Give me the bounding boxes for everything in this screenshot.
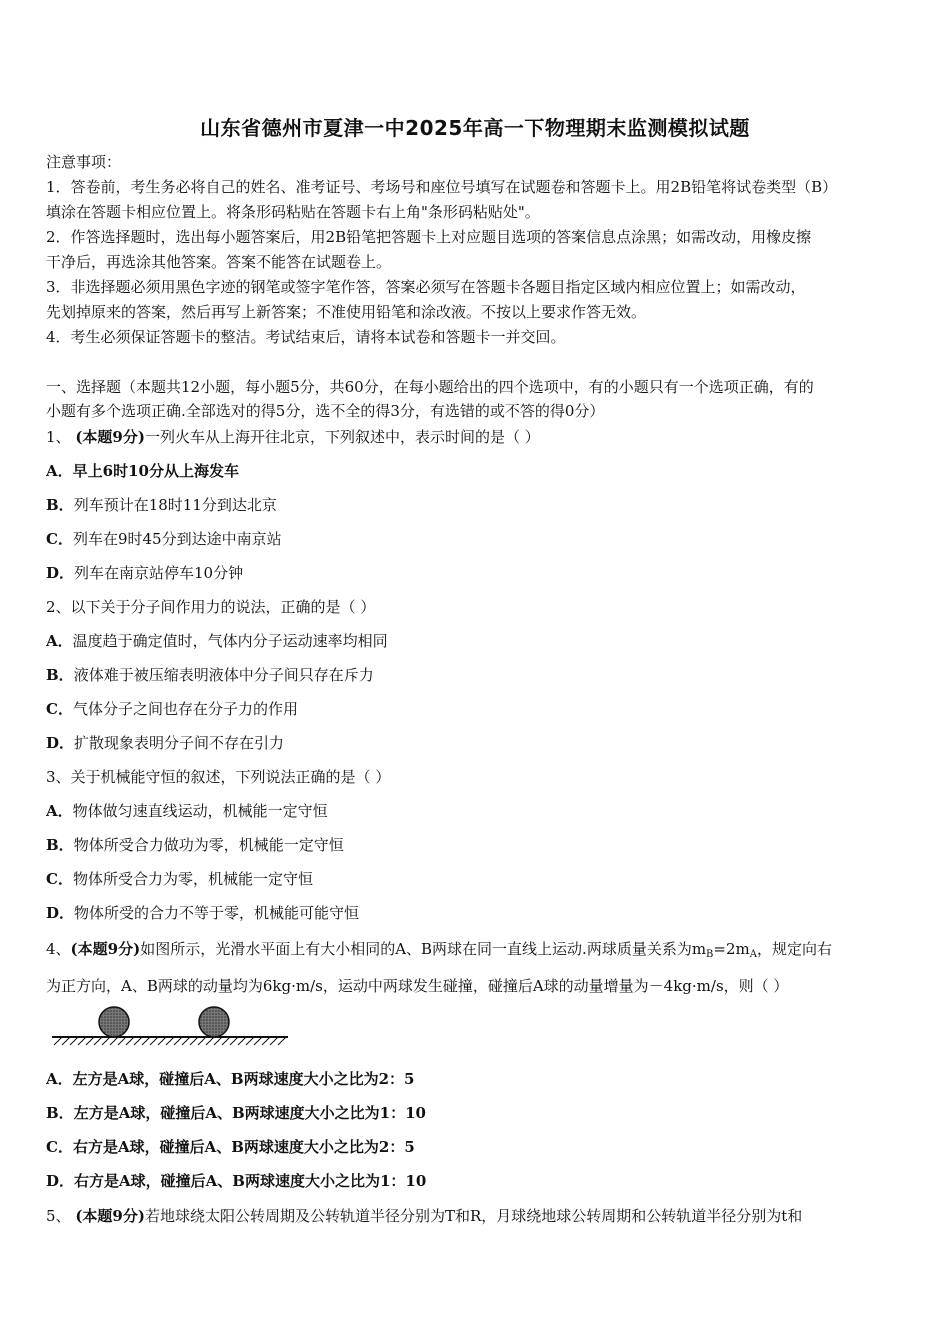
question-tag: (本题9分) <box>75 428 145 446</box>
option-letter: D． <box>46 734 75 752</box>
q3-option-a <box>46 801 908 821</box>
question-number: 5、 <box>46 1207 71 1225</box>
ground-hatch <box>54 1037 286 1045</box>
question-text: 一列火车从上海开往北京，下列叙述中，表示时间的是（ ） <box>144 428 540 446</box>
question-4-stem <box>46 939 908 959</box>
option-text: 物体做匀速直线运动，机械能一定守恒 <box>72 802 328 820</box>
option-letter: A． <box>46 802 73 820</box>
option-text: 物体所受合力为零，机械能一定守恒 <box>72 870 313 888</box>
option-letter: A． <box>46 462 73 480</box>
option-text: 列车预计在18时11分到达北京 <box>73 496 277 514</box>
option-text: 液体难于被压缩表明液体中分子间只存在斥力 <box>73 666 374 684</box>
q1-option-c <box>46 529 908 549</box>
notice-heading: 注意事项： <box>46 153 122 171</box>
option-letter: C． <box>46 870 73 888</box>
option-letter: B． <box>46 496 74 514</box>
option-text: 列车在9时45分到达途中南京站 <box>72 530 282 548</box>
option-letter: C． <box>46 700 73 718</box>
section-header: 一、选择题（本题共12小题，每小题5分，共60分，在每小题给出的四个选项中，有的小题只有一个选项正确，有的 <box>46 378 814 396</box>
option-letter: B． <box>46 666 74 684</box>
notice-line: 2．作答选择题时，选出每小题答案后，用2B铅笔把答题卡上对应题目选项的答案信息点涂黑；如需改动，用橡皮擦 <box>46 228 812 246</box>
question-tag: (本题9分) <box>75 1207 145 1225</box>
q4-option-c <box>46 1137 908 1157</box>
left-ball <box>99 1007 129 1037</box>
q4-option-d <box>46 1171 908 1191</box>
option-letter: C． <box>46 1138 73 1156</box>
section-header: 小题有多个选项正确.全部选对的得5分，选不全的得3分，有选错的或不答的得0分） <box>46 402 605 420</box>
q1-option-b <box>46 495 908 515</box>
option-letter: D． <box>46 564 75 582</box>
option-letter: D． <box>46 904 75 922</box>
question-text: 若地球绕太阳公转周期及公转轨道半径分别为T和R，月球绕地球公转周期和公转轨道半径分别为t和 <box>144 1207 803 1225</box>
notice-line: 4．考生必须保证答题卡的整洁。考试结束后，请将本试卷和答题卡一并交回。 <box>46 328 566 346</box>
question-number: 4、 <box>46 940 71 958</box>
subscript: B <box>706 949 714 959</box>
option-letter: A． <box>46 632 73 650</box>
q4-option-b <box>46 1103 908 1123</box>
option-text: 物体所受的合力不等于零，机械能可能守恒 <box>74 904 360 922</box>
q4-option-a <box>46 1069 908 1089</box>
page-title: 山东省德州市夏津一中2025年高一下物理期末监测模拟试题 <box>200 116 750 140</box>
option-text: 右方是A球，碰撞后A、B两球速度大小之比为1：10 <box>74 1172 427 1190</box>
q1-option-d <box>46 563 908 583</box>
option-text: 列车在南京站停车10分钟 <box>74 564 244 582</box>
notice-line: 填涂在答题卡相应位置上。将条形码粘贴在答题卡右上角"条形码粘贴处"。 <box>46 203 540 221</box>
notice-line: 先划掉原来的答案，然后再写上新答案；不准使用铅笔和涂改液。不按以上要求作答无效。 <box>46 303 647 321</box>
option-letter: A． <box>46 1070 73 1088</box>
q3-option-d <box>46 903 908 923</box>
notice-line: 3．非选择题必须用黑色字迹的钢笔或签字笔作答，答案必须写在答题卡各题目指定区域内相应位置上；如需改动， <box>46 278 806 296</box>
question-5-stem <box>46 1206 908 1226</box>
option-text: 左方是A球，碰撞后A、B两球速度大小之比为1：10 <box>73 1104 426 1122</box>
option-text: 气体分子之间也存在分子力的作用 <box>72 700 298 718</box>
two-balls-figure <box>50 1004 290 1046</box>
question-number: 1、 <box>46 428 71 446</box>
question-tag: (本题9分) <box>70 940 141 958</box>
question-4-stem-cont: 为正方向，A、B两球的动量均为6kg·m/s，运动中两球发生碰撞，碰撞后A球的动量增量为－4kg·m/s，则（ ） <box>46 977 789 995</box>
subscript: A <box>749 949 757 959</box>
question-3-stem: 3、关于机械能守恒的叙述，下列说法正确的是（ ） <box>46 768 391 786</box>
question-1-stem <box>46 427 908 447</box>
question-text: =2m <box>713 940 750 958</box>
option-letter: B． <box>46 1104 74 1122</box>
q3-option-c <box>46 869 908 889</box>
notice-line: 干净后，再选涂其他答案。答案不能答在试题卷上。 <box>46 253 392 271</box>
option-text: 扩散现象表明分子间不存在引力 <box>74 734 285 752</box>
right-ball <box>199 1007 229 1037</box>
option-text: 右方是A球，碰撞后A、B两球速度大小之比为2：5 <box>72 1138 415 1156</box>
option-text: 温度趋于确定值时，气体内分子运动速率均相同 <box>72 632 388 650</box>
q2-option-c <box>46 699 908 719</box>
option-letter: D． <box>46 1172 75 1190</box>
option-text: 左方是A球，碰撞后A、B两球速度大小之比为2：5 <box>72 1070 415 1088</box>
notice-line: 1．答卷前，考生务必将自己的姓名、准考证号、考场号和座位号填写在试题卷和答题卡上。用2B铅笔将试卷类型（B） <box>46 178 838 196</box>
option-letter: C． <box>46 530 73 548</box>
q1-option-a <box>46 461 908 481</box>
question-text: ，规定向右 <box>756 940 832 958</box>
q3-option-b <box>46 835 908 855</box>
question-2-stem: 2、以下关于分子间作用力的说法，正确的是（ ） <box>46 598 376 616</box>
option-text: 早上6时10分从上海发车 <box>72 462 239 480</box>
q2-option-b <box>46 665 908 685</box>
question-text: 如图所示，光滑水平面上有大小相同的A、B两球在同一直线上运动.两球质量关系为m <box>140 940 707 958</box>
option-text: 物体所受合力做功为零，机械能一定守恒 <box>73 836 344 854</box>
q2-option-d <box>46 733 908 753</box>
q2-option-a <box>46 631 908 651</box>
option-letter: B． <box>46 836 74 854</box>
